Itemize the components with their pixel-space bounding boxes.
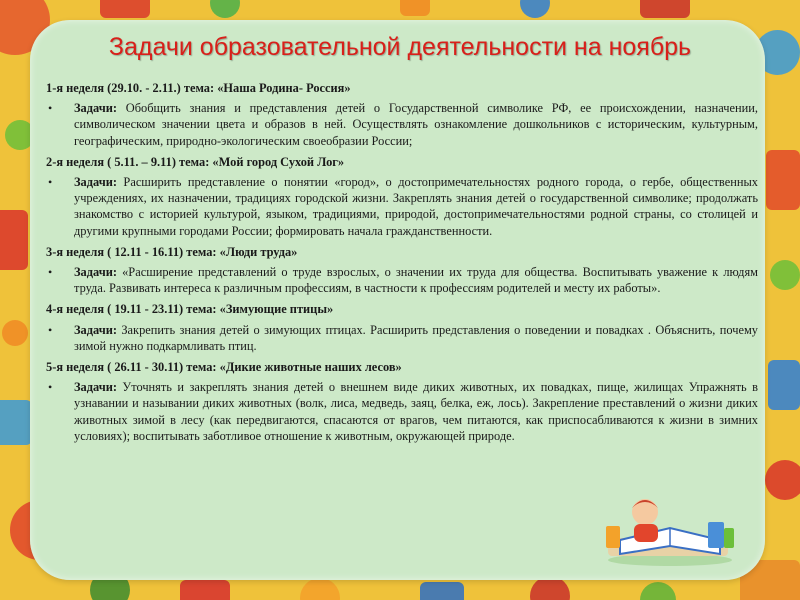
child-reading-book-illustration: [600, 488, 740, 566]
bullet-icon: •: [48, 380, 53, 395]
toy-shape: [640, 582, 676, 600]
task-label: Задачи:: [74, 322, 117, 337]
toy-shape: [210, 0, 240, 18]
toy-shape: [766, 150, 800, 210]
task-text: Уточнять и закреплять знания детей о внешнем виде диких животных, их повадках, пище, жилищах Упражнять в узнавании и назывании диких животных (волк, лиса, медведь, заяц, белка, еж, лось). Закрепление преставлений о жизни диких животных зимой в лесу (как передвигаются, спасаются от врагов, чем питаются, как приспосабливаются к жизни в зимних условиях); воспитывать заботливое отношение к животным, окружающей природе.: [74, 380, 758, 443]
toy-shape: [420, 582, 464, 600]
week-block: [46, 244, 758, 297]
task-item: [46, 174, 758, 239]
toy-shape: [768, 360, 800, 410]
task-label: Задачи:: [74, 265, 117, 280]
toy-shape: [765, 460, 800, 500]
task-text: «Расширение представлений о труде взрослых, о значении их труда для общества. Воспитывать уважение к людям труда. Развивать интереса к различным профессиям, в частности к профессиям родителей и месту их работы».: [74, 265, 758, 296]
toy-shape: [770, 260, 800, 290]
toy-shape: [0, 400, 32, 445]
week-heading: 1-я неделя (29.10. - 2.11.) тема: «Наша Родина- Россия»: [46, 81, 351, 95]
page-title: Задачи образовательной деятельности на ноябрь: [108, 32, 692, 61]
toy-shape: [0, 210, 28, 270]
week-block: [46, 301, 758, 354]
toy-shape: [180, 580, 230, 600]
bullet-icon: •: [48, 175, 53, 190]
week-heading: 2-я неделя ( 5.11. – 9.11) тема: «Мой город Сухой Лог»: [46, 154, 345, 169]
toy-shape: [2, 320, 28, 346]
task-label: Задачи:: [74, 101, 117, 116]
task-item: [46, 264, 758, 296]
task-text: Закрепить знания детей о зимующих птицах. Расширить представления о поведении и повадках . Объяснить, почему зимой нужно подкармливать птиц.: [74, 322, 758, 353]
task-label: Задачи:: [74, 175, 117, 190]
bullet-icon: •: [48, 322, 53, 337]
toy-shape: [520, 0, 550, 18]
toy-shape: [400, 0, 430, 16]
week-block: [46, 80, 758, 149]
toy-shape: [300, 578, 340, 600]
task-item: [46, 322, 758, 354]
toy-shape: [100, 0, 150, 18]
task-text: Обобщить знания и представления детей о Государственной символике РФ, ее происхождении, назначении, символическом значении цвета и образов в ней. Осуществлять ознакомление дошкольников с историческим, культурным, географическим, природно-экологическим своеобразии России;: [74, 101, 758, 148]
week-block: [46, 359, 758, 444]
task-item: [46, 379, 758, 444]
week-heading: 3-я неделя ( 12.11 - 16.11) тема: «Люди труда»: [46, 244, 298, 259]
task-item: [46, 100, 758, 149]
bullet-icon: •: [48, 265, 53, 280]
task-label: Задачи:: [74, 380, 117, 395]
task-text: Расширить представление о понятии «город», о достопримечательностях родного города, о гербе, общественных учреждениях, их назначении, традициях городской жизни. Закреплять знания детей о государственной символике; продолжать знакомство с историей культурой, языком, традициями, природой, достопримечательностями родной страны, со столицей и другими крупными городами России; формировать начала гражданственности.: [74, 175, 758, 238]
toy-shape: [640, 0, 690, 18]
weeks-list: [46, 80, 758, 449]
week-block: [46, 154, 758, 239]
bullet-icon: •: [48, 101, 53, 116]
week-heading: 4-я неделя ( 19.11 - 23.11) тема: «Зимующие птицы»: [46, 302, 334, 317]
week-heading: 5-я неделя ( 26.11 - 30.11) тема: «Дикие животные наших лесов»: [46, 360, 402, 375]
